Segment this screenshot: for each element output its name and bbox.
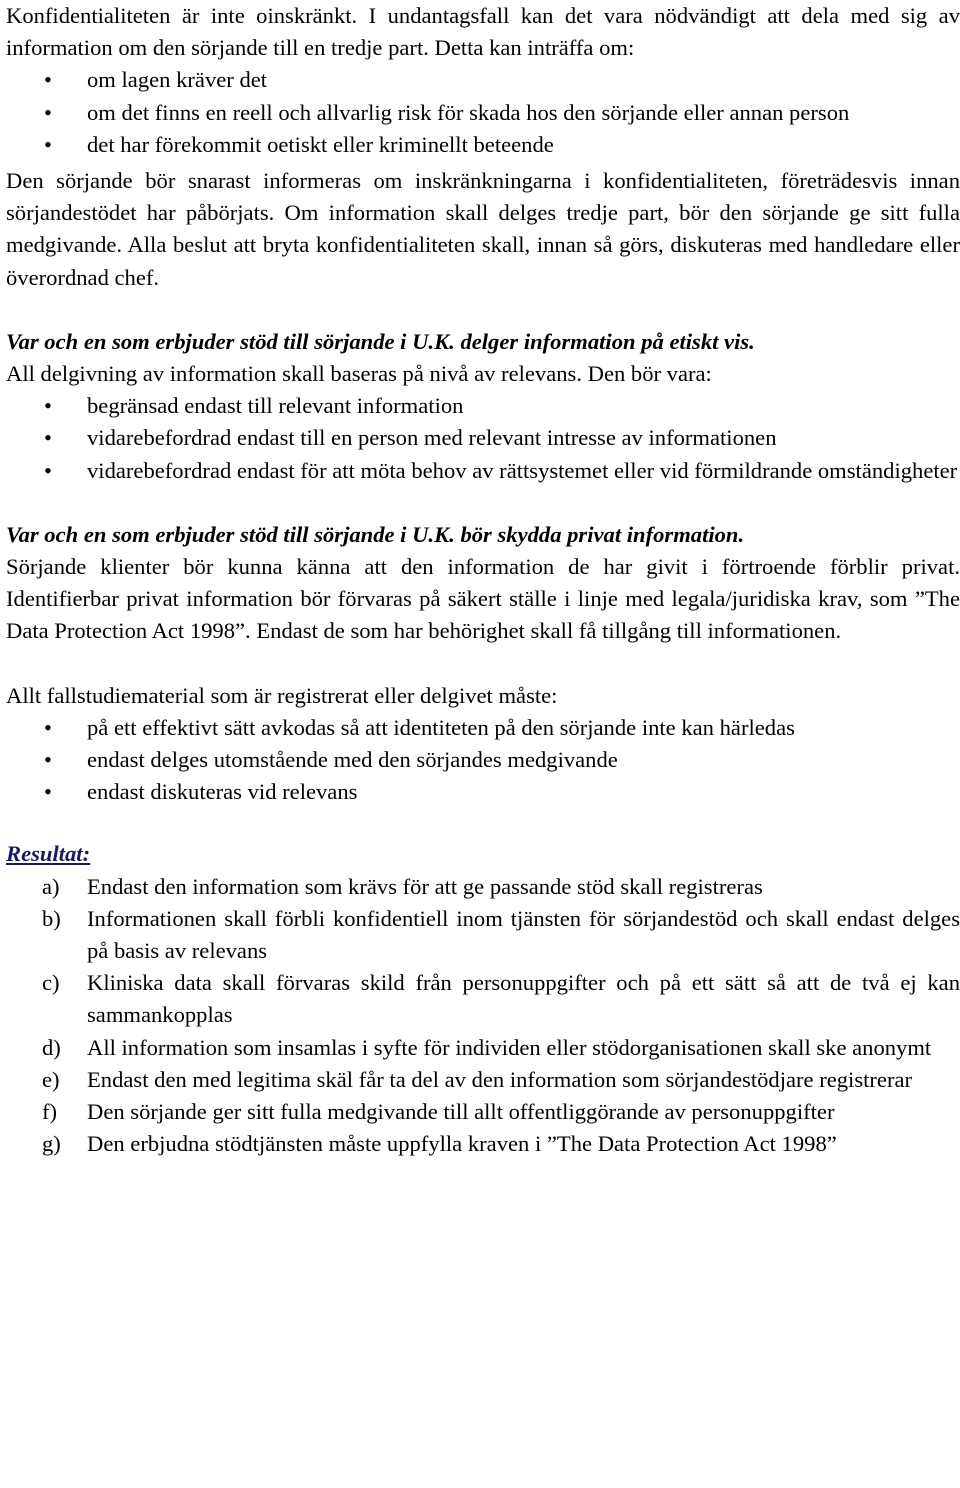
list-item — [6, 390, 960, 422]
bullet-icon: • — [44, 425, 52, 451]
list-item-text: Den sörjande ger sitt fulla medgivande till allt offentliggörande av personuppgifter — [87, 1099, 835, 1125]
list-item — [6, 776, 960, 808]
bullet-icon: • — [44, 393, 52, 419]
list-item — [6, 871, 960, 903]
results-list — [6, 871, 960, 1161]
list-item-text: Kliniska data skall förvaras skild från personuppgifter och på ett sätt så att de två ej kan sammankopplas — [87, 970, 960, 1028]
list-item — [6, 967, 960, 1031]
list-item — [6, 1064, 960, 1096]
list-item — [6, 903, 960, 967]
list-marker: d) — [42, 1034, 61, 1060]
list-item-text: Endast den information som krävs för att ge passande stöd skall registreras — [87, 873, 763, 899]
bullet-icon: • — [44, 457, 52, 483]
list-item-text: Den erbjudna stödtjänsten måste uppfylla kraven i ”The Data Protection Act 1998” — [87, 1131, 837, 1157]
results-heading: Resultat: — [6, 841, 91, 867]
list-marker: g) — [42, 1131, 61, 1157]
document-page — [6, 0, 960, 1161]
list-item — [6, 129, 960, 161]
list-marker: f) — [42, 1099, 58, 1125]
list-marker: c) — [42, 970, 60, 996]
bullet-icon: • — [44, 67, 52, 93]
casestudy-paragraph: Allt fallstudiematerial som är registrerat eller delgivet måste: — [6, 682, 558, 708]
bullet-icon: • — [44, 131, 52, 157]
bullet-icon: • — [44, 99, 52, 125]
list-item-text: det har förekommit oetiskt eller kriminellt beteende — [87, 131, 554, 157]
bullet-icon: • — [44, 714, 52, 740]
list-item — [6, 744, 960, 776]
list-item-text: All information som insamlas i syfte för individen eller stödorganisationen skall ske anonymt — [87, 1034, 932, 1060]
list-marker: a) — [42, 873, 60, 899]
ethics-heading: Var och en som erbjuder stöd till sörjande i U.K. delger information på etiskt vis. — [6, 328, 755, 354]
list-item — [6, 712, 960, 744]
list-item-text: endast diskuteras vid relevans — [87, 779, 358, 805]
list-item — [6, 455, 960, 487]
ethics-bullet-list — [6, 390, 960, 487]
inform-paragraph: Den sörjande bör snarast informeras om inskränkningarna i konfidentialiteten, företrädesvis innan sörjandestödet har påbörjats. Om information skall delges tredje part, bör den sörjande ge sitt fulla medgivande. Alla beslut att bryta konfidentialiteten skall, innan så görs, diskuteras med handledare eller överordnad chef. — [6, 168, 960, 290]
list-item-text: vidarebefordrad endast till en person med relevant intresse av informationen — [87, 425, 777, 451]
bullet-icon: • — [44, 747, 52, 773]
list-item-text: om det finns en reell och allvarlig risk för skada hos den sörjande eller annan person — [87, 99, 850, 125]
intro-bullet-list — [6, 64, 960, 161]
list-item-text: vidarebefordrad endast för att möta behov av rättsystemet eller vid förmildrande omständigheter — [87, 457, 958, 483]
list-item-text: på ett effektivt sätt avkodas så att identiteten på den sörjande inte kan härledas — [87, 714, 795, 740]
private-heading: Var och en som erbjuder stöd till sörjande i U.K. bör skydda privat information. — [6, 521, 745, 547]
list-item-text: endast delges utomstående med den sörjandes medgivande — [87, 747, 618, 773]
list-item — [6, 1032, 960, 1064]
list-item — [6, 64, 960, 96]
list-marker: b) — [42, 905, 61, 931]
list-marker: e) — [42, 1066, 60, 1092]
ethics-paragraph: All delgivning av information skall baseras på nivå av relevans. Den bör vara: — [6, 361, 712, 387]
list-item-text: Endast den med legitima skäl får ta del av den information som sörjandestödjare registrerar — [87, 1066, 913, 1092]
casestudy-bullet-list — [6, 712, 960, 809]
list-item — [6, 1096, 960, 1128]
list-item — [6, 97, 960, 129]
list-item — [6, 422, 960, 454]
list-item-text: begränsad endast till relevant information — [87, 393, 464, 419]
private-paragraph: Sörjande klienter bör kunna känna att den information de har givit i förtroende förblir privat. Identifierbar privat information bör förvaras på säkert ställe i linje med legala/juridiska krav, som ”The Data Protection Act 1998”. Endast de som har behörighet skall få tillgång till informationen. — [6, 554, 960, 644]
intro-paragraph: Konfidentialiteten är inte oinskränkt. I undantagsfall kan det vara nödvändigt att dela med sig av information om den sörjande till en tredje part. Detta kan inträffa om: — [6, 3, 960, 61]
bullet-icon: • — [44, 779, 52, 805]
list-item-text: om lagen kräver det — [87, 67, 268, 93]
list-item-text: Informationen skall förbli konfidentiell inom tjänsten för sörjandestöd och skall endast delges på basis av relevans — [87, 905, 960, 964]
list-item — [6, 1128, 960, 1160]
